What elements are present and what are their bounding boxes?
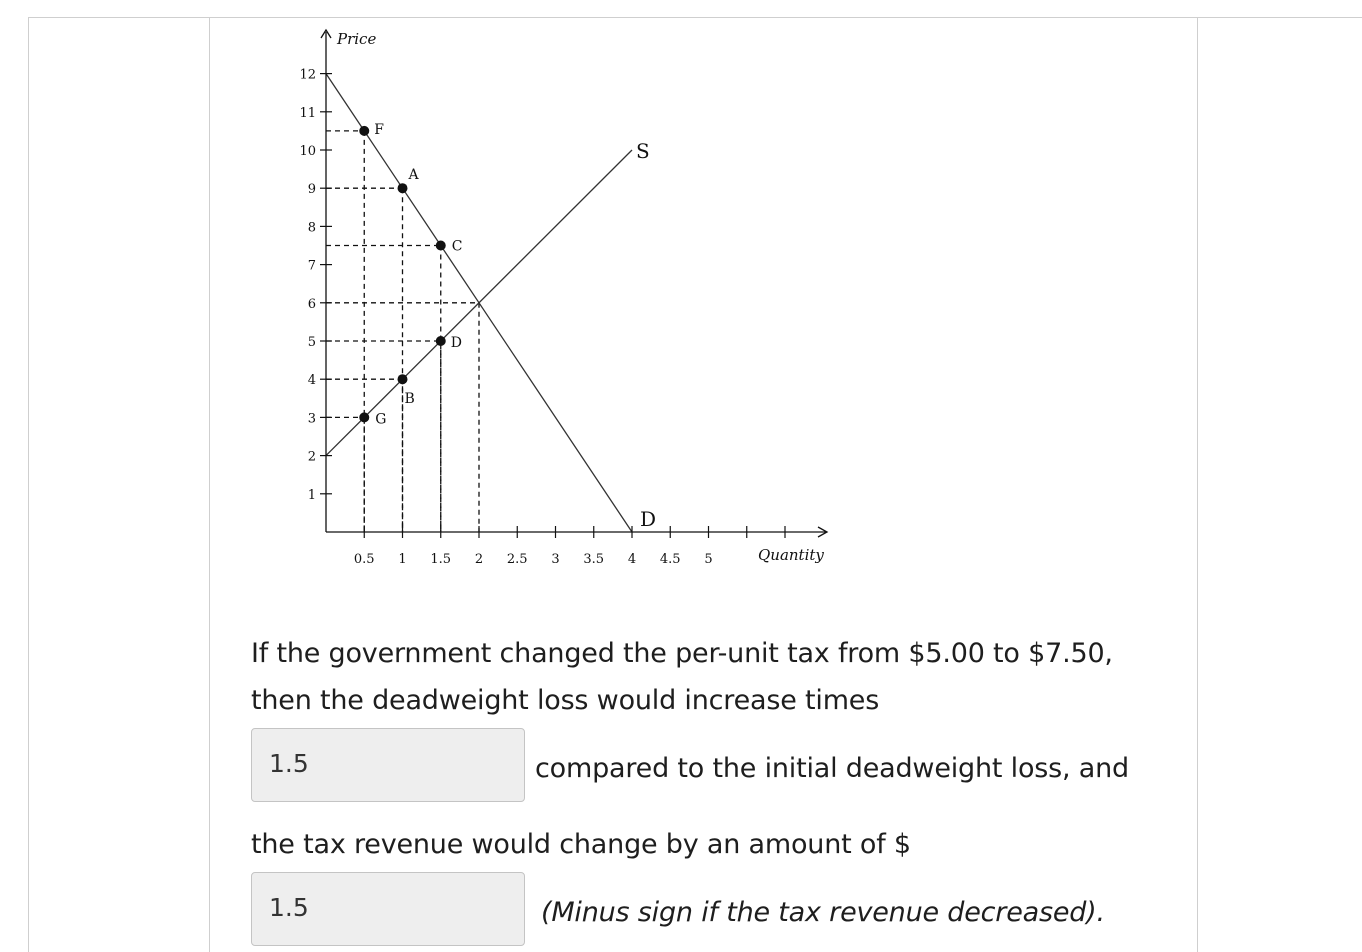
- d-line-label: D: [640, 507, 657, 531]
- y-tick-label-8: 9: [307, 182, 316, 198]
- y-tick-label-1: 2: [307, 449, 316, 465]
- labeled-points: [359, 122, 462, 428]
- point-label-b: B: [404, 391, 415, 408]
- x-tick-label-7: 4: [627, 552, 637, 567]
- x-tick-label-2: 1.5: [430, 552, 452, 567]
- point-label-f: F: [374, 121, 384, 138]
- y-tick-label-6: 7: [307, 258, 316, 274]
- x-tick-label-3: 2: [474, 552, 484, 567]
- deadweight-loss-answer-field[interactable]: 1.5: [251, 728, 525, 802]
- x-tick-label-9: 5: [704, 552, 713, 567]
- point-label-c: C: [451, 238, 463, 255]
- point-d: [436, 336, 446, 346]
- y-axis-label: Price: [337, 30, 377, 48]
- question-line-1: If the government changed the per-unit tax from $5.00 to $7.50,: [251, 638, 1113, 669]
- x-tick-label-1: 1: [398, 552, 407, 567]
- page-frame-top-border: [28, 17, 1362, 18]
- x-tick-label-0: 0.5: [353, 552, 375, 567]
- y-tick-label-5: 6: [307, 296, 316, 312]
- point-b: [398, 374, 408, 384]
- y-tick-label-0: 1: [307, 487, 316, 503]
- y-tick-label-4: 5: [307, 335, 316, 350]
- content-column-right-border: [1197, 17, 1198, 952]
- x-tick-label-4: 2.5: [506, 552, 528, 567]
- point-label-a: A: [408, 167, 419, 184]
- point-c: [436, 241, 446, 251]
- content-column-left-border: [209, 17, 210, 952]
- question-line-3: the tax revenue would change by an amount of $: [251, 829, 911, 860]
- s-line-label: S: [636, 139, 650, 163]
- point-g: [359, 412, 369, 422]
- y-tick-label-3: 4: [307, 373, 316, 389]
- point-label-d: D: [450, 335, 462, 351]
- y-tick-label-2: 3: [307, 411, 316, 427]
- supply-demand-graph: [270, 22, 840, 582]
- y-tick-label-7: 8: [307, 220, 316, 236]
- x-tick-label-5: 3: [551, 552, 560, 567]
- question-after-answer-1: compared to the initial deadweight loss, and: [535, 753, 1129, 784]
- y-tick-label-11: 12: [299, 67, 316, 83]
- x-tick-label-8: 4.5: [659, 552, 681, 567]
- x-tick-label-6: 3.5: [583, 552, 605, 567]
- y-tick-label-9: 10: [299, 144, 316, 159]
- revenue-sign-instruction: (Minus sign if the tax revenue decreased).: [541, 897, 1105, 928]
- point-f: [359, 126, 369, 136]
- page-frame-left-border: [28, 17, 29, 952]
- tax-revenue-answer-field[interactable]: 1.5: [251, 872, 525, 946]
- point-a: [398, 183, 408, 193]
- y-tick-label-10: 11: [299, 105, 316, 121]
- graph-axes: [321, 30, 827, 537]
- point-label-g: G: [375, 411, 387, 428]
- question-line-2: then the deadweight loss would increase times: [251, 685, 880, 716]
- x-axis-label: Quantity: [758, 546, 824, 564]
